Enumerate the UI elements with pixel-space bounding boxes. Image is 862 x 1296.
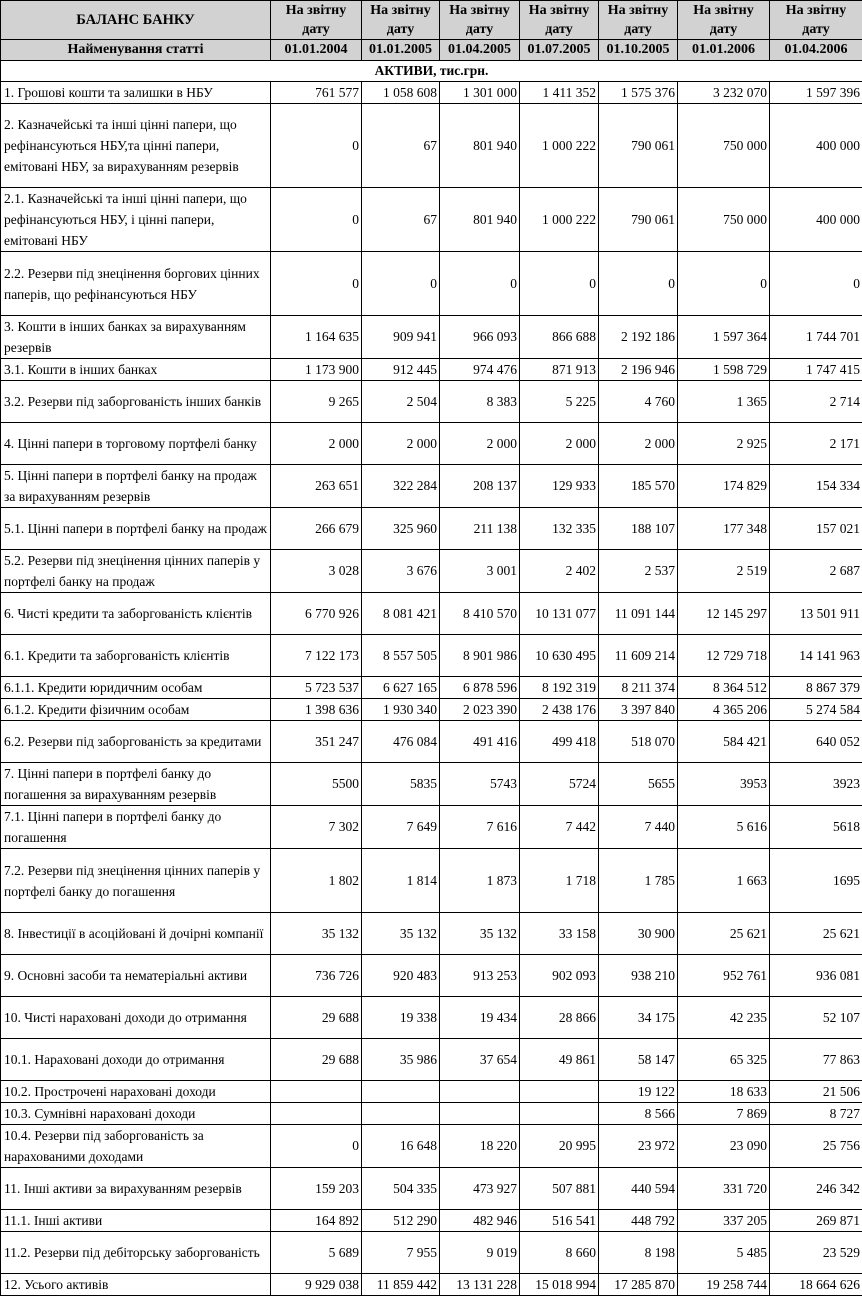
table-row — [1, 1039, 862, 1081]
table-row — [1, 381, 862, 423]
value-cell: 6 627 165 — [362, 677, 440, 699]
value-cell: 640 052 — [770, 721, 862, 763]
value-cell: 0 — [678, 252, 770, 316]
value-cell: 1 164 635 — [271, 316, 362, 359]
value-cell: 9 019 — [440, 1232, 520, 1274]
column-caption: На звітну дату — [440, 1, 520, 40]
value-cell: 159 203 — [271, 1168, 362, 1210]
value-cell: 499 418 — [520, 721, 599, 763]
table-row — [1, 997, 862, 1039]
value-cell: 52 107 — [770, 997, 862, 1039]
value-cell: 512 290 — [362, 1210, 440, 1232]
item-name: 11.1. Інші активи — [1, 1210, 271, 1232]
value-cell: 19 122 — [599, 1081, 678, 1103]
value-cell: 5 723 537 — [271, 677, 362, 699]
value-cell: 5 225 — [520, 381, 599, 423]
value-cell: 164 892 — [271, 1210, 362, 1232]
value-cell: 35 132 — [362, 913, 440, 955]
value-cell: 129 933 — [520, 465, 599, 508]
value-cell: 7 616 — [440, 806, 520, 849]
value-cell: 21 506 — [770, 1081, 862, 1103]
value-cell: 5655 — [599, 763, 678, 806]
value-cell: 913 253 — [440, 955, 520, 997]
value-cell: 6 770 926 — [271, 593, 362, 635]
value-cell: 491 416 — [440, 721, 520, 763]
item-name: 7. Цінні папери в портфелі банку до погашення за вирахуванням резервів — [1, 763, 271, 806]
value-cell: 35 132 — [271, 913, 362, 955]
value-cell: 473 927 — [440, 1168, 520, 1210]
value-cell: 3 001 — [440, 550, 520, 593]
value-cell: 11 859 442 — [362, 1274, 440, 1296]
value-cell: 2 171 — [770, 423, 862, 465]
value-cell: 29 688 — [271, 1039, 362, 1081]
value-cell: 177 348 — [678, 508, 770, 550]
value-cell: 790 061 — [599, 188, 678, 252]
value-cell: 2 438 176 — [520, 699, 599, 721]
value-cell — [520, 1103, 599, 1125]
value-cell: 9 265 — [271, 381, 362, 423]
table-row — [1, 104, 862, 188]
value-cell: 1 718 — [520, 849, 599, 913]
value-cell: 448 792 — [599, 1210, 678, 1232]
value-cell: 8 410 570 — [440, 593, 520, 635]
date-header: 01.01.2004 — [271, 40, 362, 61]
date-header: 01.10.2005 — [599, 40, 678, 61]
table-row — [1, 188, 862, 252]
value-cell: 518 070 — [599, 721, 678, 763]
value-cell — [520, 1081, 599, 1103]
value-cell: 11 091 144 — [599, 593, 678, 635]
table-body — [1, 61, 862, 1296]
value-cell: 2 925 — [678, 423, 770, 465]
value-cell: 7 869 — [678, 1103, 770, 1125]
item-name: 11. Інші активи за вирахуванням резервів — [1, 1168, 271, 1210]
value-cell: 1 301 000 — [440, 82, 520, 104]
table-row — [1, 635, 862, 677]
table-row — [1, 593, 862, 635]
value-cell: 16 648 — [362, 1125, 440, 1168]
date-header: 01.04.2006 — [770, 40, 862, 61]
value-cell: 208 137 — [440, 465, 520, 508]
value-cell: 17 285 870 — [599, 1274, 678, 1296]
item-name: 11.2. Резерви під дебіторську заборгованість — [1, 1232, 271, 1274]
value-cell: 0 — [599, 252, 678, 316]
value-cell: 325 960 — [362, 508, 440, 550]
value-cell: 761 577 — [271, 82, 362, 104]
value-cell: 20 995 — [520, 1125, 599, 1168]
table-row — [1, 316, 862, 359]
value-cell: 5 689 — [271, 1232, 362, 1274]
value-cell: 0 — [362, 252, 440, 316]
column-caption: На звітну дату — [678, 1, 770, 40]
value-cell: 5835 — [362, 763, 440, 806]
value-cell: 7 442 — [520, 806, 599, 849]
value-cell: 25 621 — [770, 913, 862, 955]
table-row — [1, 82, 862, 104]
value-cell: 3 397 840 — [599, 699, 678, 721]
value-cell: 2 504 — [362, 381, 440, 423]
item-name: 10.2. Прострочені нараховані доходи — [1, 1081, 271, 1103]
value-cell: 2 537 — [599, 550, 678, 593]
value-cell: 12 145 297 — [678, 593, 770, 635]
value-cell: 15 018 994 — [520, 1274, 599, 1296]
item-name: 7.1. Цінні папери в портфелі банку до погашення — [1, 806, 271, 849]
value-cell: 8 081 421 — [362, 593, 440, 635]
value-cell: 1 663 — [678, 849, 770, 913]
value-cell: 974 476 — [440, 359, 520, 381]
item-name: 4. Цінні папери в торговому портфелі банку — [1, 423, 271, 465]
value-cell: 507 881 — [520, 1168, 599, 1210]
value-cell: 35 132 — [440, 913, 520, 955]
value-cell: 2 000 — [520, 423, 599, 465]
value-cell: 13 501 911 — [770, 593, 862, 635]
value-cell: 909 941 — [362, 316, 440, 359]
value-cell: 10 630 495 — [520, 635, 599, 677]
value-cell: 8 198 — [599, 1232, 678, 1274]
table-row — [1, 1210, 862, 1232]
item-name: 2. Казначейські та інші цінні папери, що рефінансуються НБУ,та цінні папери, емітовані НБУ, за вирахуванням резервів — [1, 104, 271, 188]
value-cell: 7 440 — [599, 806, 678, 849]
value-cell: 5 274 584 — [770, 699, 862, 721]
item-name: 7.2. Резерви під знецінення цінних паперів у портфелі банку до погашення — [1, 849, 271, 913]
value-cell: 920 483 — [362, 955, 440, 997]
value-cell: 18 220 — [440, 1125, 520, 1168]
value-cell: 9 929 038 — [271, 1274, 362, 1296]
value-cell: 2 714 — [770, 381, 862, 423]
item-name: 3.1. Кошти в інших банках — [1, 359, 271, 381]
value-cell: 5618 — [770, 806, 862, 849]
column-caption: На звітну дату — [599, 1, 678, 40]
value-cell: 11 609 214 — [599, 635, 678, 677]
value-cell: 8 364 512 — [678, 677, 770, 699]
value-cell: 14 141 963 — [770, 635, 862, 677]
item-name: 5.2. Резерви під знецінення цінних паперів у портфелі банку на продаж — [1, 550, 271, 593]
date-header: 01.01.2005 — [362, 40, 440, 61]
item-name: 6.1. Кредити та заборгованість клієнтів — [1, 635, 271, 677]
section-title: АКТИВИ, тис.грн. — [1, 61, 862, 82]
value-cell: 10 131 077 — [520, 593, 599, 635]
date-header: 01.01.2006 — [678, 40, 770, 61]
item-name: 2.1. Казначейські та інші цінні папери, що рефінансуються НБУ, і цінні папери, емітовані НБУ — [1, 188, 271, 252]
value-cell: 584 421 — [678, 721, 770, 763]
value-cell: 4 760 — [599, 381, 678, 423]
table-row — [1, 1168, 862, 1210]
table-row — [1, 721, 862, 763]
value-cell: 790 061 — [599, 104, 678, 188]
value-cell: 34 175 — [599, 997, 678, 1039]
table-row — [1, 1125, 862, 1168]
table-row — [1, 1274, 862, 1296]
value-cell: 1 173 900 — [271, 359, 362, 381]
value-cell: 0 — [271, 252, 362, 316]
value-cell: 866 688 — [520, 316, 599, 359]
value-cell: 0 — [271, 104, 362, 188]
value-cell: 8 901 986 — [440, 635, 520, 677]
value-cell: 58 147 — [599, 1039, 678, 1081]
value-cell: 2 192 186 — [599, 316, 678, 359]
value-cell: 25 756 — [770, 1125, 862, 1168]
item-name: 5. Цінні папери в портфелі банку на продаж за вирахуванням резервів — [1, 465, 271, 508]
column-caption: На звітну дату — [520, 1, 599, 40]
table-row — [1, 359, 862, 381]
value-cell: 2 000 — [599, 423, 678, 465]
item-name: 10. Чисті нараховані доходи до отримання — [1, 997, 271, 1039]
value-cell: 154 334 — [770, 465, 862, 508]
value-cell: 0 — [271, 1125, 362, 1168]
value-cell: 4 365 206 — [678, 699, 770, 721]
value-cell: 938 210 — [599, 955, 678, 997]
value-cell: 2 402 — [520, 550, 599, 593]
value-cell: 3953 — [678, 763, 770, 806]
value-cell: 23 972 — [599, 1125, 678, 1168]
value-cell: 5 485 — [678, 1232, 770, 1274]
value-cell: 1 598 729 — [678, 359, 770, 381]
value-cell: 0 — [271, 188, 362, 252]
value-cell: 2 023 390 — [440, 699, 520, 721]
value-cell: 1 597 396 — [770, 82, 862, 104]
value-cell: 1 930 340 — [362, 699, 440, 721]
table-row — [1, 849, 862, 913]
item-name: 5.1. Цінні папери в портфелі банку на продаж — [1, 508, 271, 550]
value-cell: 8 192 319 — [520, 677, 599, 699]
value-cell: 29 688 — [271, 997, 362, 1039]
value-cell: 5724 — [520, 763, 599, 806]
value-cell: 23 090 — [678, 1125, 770, 1168]
column-caption: На звітну дату — [770, 1, 862, 40]
value-cell: 1 058 608 — [362, 82, 440, 104]
value-cell: 952 761 — [678, 955, 770, 997]
value-cell: 2 000 — [271, 423, 362, 465]
value-cell: 8 566 — [599, 1103, 678, 1125]
value-cell: 966 093 — [440, 316, 520, 359]
table-row — [1, 806, 862, 849]
value-cell — [362, 1103, 440, 1125]
value-cell: 174 829 — [678, 465, 770, 508]
value-cell: 736 726 — [271, 955, 362, 997]
value-cell — [271, 1103, 362, 1125]
item-name: 6.1.2. Кредити фізичним особам — [1, 699, 271, 721]
value-cell: 266 679 — [271, 508, 362, 550]
value-cell: 6 878 596 — [440, 677, 520, 699]
table-row — [1, 699, 862, 721]
value-cell: 1 744 701 — [770, 316, 862, 359]
value-cell: 0 — [770, 252, 862, 316]
value-cell: 8 727 — [770, 1103, 862, 1125]
value-cell: 23 529 — [770, 1232, 862, 1274]
value-cell: 30 900 — [599, 913, 678, 955]
value-cell: 1695 — [770, 849, 862, 913]
value-cell: 3 676 — [362, 550, 440, 593]
value-cell: 269 871 — [770, 1210, 862, 1232]
value-cell: 871 913 — [520, 359, 599, 381]
value-cell: 476 084 — [362, 721, 440, 763]
value-cell: 801 940 — [440, 188, 520, 252]
value-cell: 65 325 — [678, 1039, 770, 1081]
value-cell: 67 — [362, 104, 440, 188]
table-row — [1, 423, 862, 465]
value-cell: 1 785 — [599, 849, 678, 913]
value-cell: 67 — [362, 188, 440, 252]
value-cell: 263 651 — [271, 465, 362, 508]
item-name: 9. Основні засоби та нематеріальні активи — [1, 955, 271, 997]
value-cell: 322 284 — [362, 465, 440, 508]
value-cell: 400 000 — [770, 188, 862, 252]
table-row — [1, 955, 862, 997]
value-cell: 912 445 — [362, 359, 440, 381]
value-cell: 8 211 374 — [599, 677, 678, 699]
value-cell: 2 519 — [678, 550, 770, 593]
value-cell: 1 000 222 — [520, 188, 599, 252]
value-cell: 8 660 — [520, 1232, 599, 1274]
value-cell: 331 720 — [678, 1168, 770, 1210]
table-row — [1, 763, 862, 806]
value-cell: 246 342 — [770, 1168, 862, 1210]
value-cell: 12 729 718 — [678, 635, 770, 677]
value-cell: 8 557 505 — [362, 635, 440, 677]
table-row — [1, 550, 862, 593]
table-row — [1, 913, 862, 955]
value-cell: 1 747 415 — [770, 359, 862, 381]
table-row — [1, 252, 862, 316]
item-name: 10.4. Резерви під заборгованість за нарахованими доходами — [1, 1125, 271, 1168]
item-name: 8. Інвестиції в асоційовані й дочірні компанії — [1, 913, 271, 955]
value-cell: 19 434 — [440, 997, 520, 1039]
value-cell: 3923 — [770, 763, 862, 806]
value-cell: 3 028 — [271, 550, 362, 593]
item-name: 6.1.1. Кредити юридичним особам — [1, 677, 271, 699]
value-cell: 18 633 — [678, 1081, 770, 1103]
item-name: 12. Усього активів — [1, 1274, 271, 1296]
value-cell: 750 000 — [678, 104, 770, 188]
item-name: 3.2. Резерви під заборгованість інших банків — [1, 381, 271, 423]
date-header: 01.04.2005 — [440, 40, 520, 61]
item-name: 6.2. Резерви під заборгованість за кредитами — [1, 721, 271, 763]
value-cell — [362, 1081, 440, 1103]
value-cell: 1 814 — [362, 849, 440, 913]
section-row — [1, 61, 862, 82]
value-cell: 185 570 — [599, 465, 678, 508]
value-cell: 0 — [520, 252, 599, 316]
item-name: 10.3. Сумнівні нараховані доходи — [1, 1103, 271, 1125]
value-cell: 132 335 — [520, 508, 599, 550]
value-cell: 2 000 — [440, 423, 520, 465]
value-cell: 28 866 — [520, 997, 599, 1039]
value-cell: 13 131 228 — [440, 1274, 520, 1296]
value-cell: 49 861 — [520, 1039, 599, 1081]
value-cell: 8 383 — [440, 381, 520, 423]
value-cell: 7 649 — [362, 806, 440, 849]
value-cell: 157 021 — [770, 508, 862, 550]
value-cell: 211 138 — [440, 508, 520, 550]
value-cell: 400 000 — [770, 104, 862, 188]
item-name: 1. Грошові кошти та залишки в НБУ — [1, 82, 271, 104]
value-cell: 482 946 — [440, 1210, 520, 1232]
value-cell: 7 122 173 — [271, 635, 362, 677]
value-cell: 5500 — [271, 763, 362, 806]
value-cell: 1 873 — [440, 849, 520, 913]
value-cell: 5 616 — [678, 806, 770, 849]
value-cell: 33 158 — [520, 913, 599, 955]
value-cell: 936 081 — [770, 955, 862, 997]
value-cell: 0 — [440, 252, 520, 316]
value-cell: 188 107 — [599, 508, 678, 550]
value-cell: 37 654 — [440, 1039, 520, 1081]
value-cell: 2 000 — [362, 423, 440, 465]
column-caption: На звітну дату — [271, 1, 362, 40]
table-row — [1, 1232, 862, 1274]
value-cell: 35 986 — [362, 1039, 440, 1081]
value-cell: 801 940 — [440, 104, 520, 188]
item-name: 2.2. Резерви під знецінення боргових цінних паперів, що рефінансуються НБУ — [1, 252, 271, 316]
value-cell: 19 338 — [362, 997, 440, 1039]
value-cell: 1 398 636 — [271, 699, 362, 721]
value-cell — [271, 1081, 362, 1103]
value-cell: 351 247 — [271, 721, 362, 763]
value-cell: 18 664 626 — [770, 1274, 862, 1296]
value-cell — [440, 1103, 520, 1125]
table-row — [1, 677, 862, 699]
value-cell: 2 196 946 — [599, 359, 678, 381]
value-cell: 1 000 222 — [520, 104, 599, 188]
value-cell: 3 232 070 — [678, 82, 770, 104]
value-cell: 750 000 — [678, 188, 770, 252]
table-title: БАЛАНС БАНКУ — [1, 1, 271, 40]
value-cell: 5743 — [440, 763, 520, 806]
value-cell: 516 541 — [520, 1210, 599, 1232]
table-row — [1, 508, 862, 550]
table-row — [1, 465, 862, 508]
value-cell: 42 235 — [678, 997, 770, 1039]
value-cell: 25 621 — [678, 913, 770, 955]
value-cell: 2 687 — [770, 550, 862, 593]
value-cell: 337 205 — [678, 1210, 770, 1232]
value-cell: 19 258 744 — [678, 1274, 770, 1296]
value-cell: 504 335 — [362, 1168, 440, 1210]
value-cell: 77 863 — [770, 1039, 862, 1081]
value-cell: 7 302 — [271, 806, 362, 849]
item-name-header: Найменування статті — [1, 40, 271, 61]
item-name: 6. Чисті кредити та заборгованість клієнтів — [1, 593, 271, 635]
date-header: 01.07.2005 — [520, 40, 599, 61]
value-cell: 1 597 364 — [678, 316, 770, 359]
value-cell: 1 365 — [678, 381, 770, 423]
item-name: 3. Кошти в інших банках за вирахуванням резервів — [1, 316, 271, 359]
value-cell: 440 594 — [599, 1168, 678, 1210]
column-caption: На звітну дату — [362, 1, 440, 40]
value-cell: 902 093 — [520, 955, 599, 997]
table-row — [1, 1081, 862, 1103]
value-cell: 1 575 376 — [599, 82, 678, 104]
value-cell — [440, 1081, 520, 1103]
value-cell: 1 411 352 — [520, 82, 599, 104]
value-cell: 7 955 — [362, 1232, 440, 1274]
value-cell: 8 867 379 — [770, 677, 862, 699]
table-row — [1, 1103, 862, 1125]
item-name: 10.1. Нараховані доходи до отримання — [1, 1039, 271, 1081]
value-cell: 1 802 — [271, 849, 362, 913]
